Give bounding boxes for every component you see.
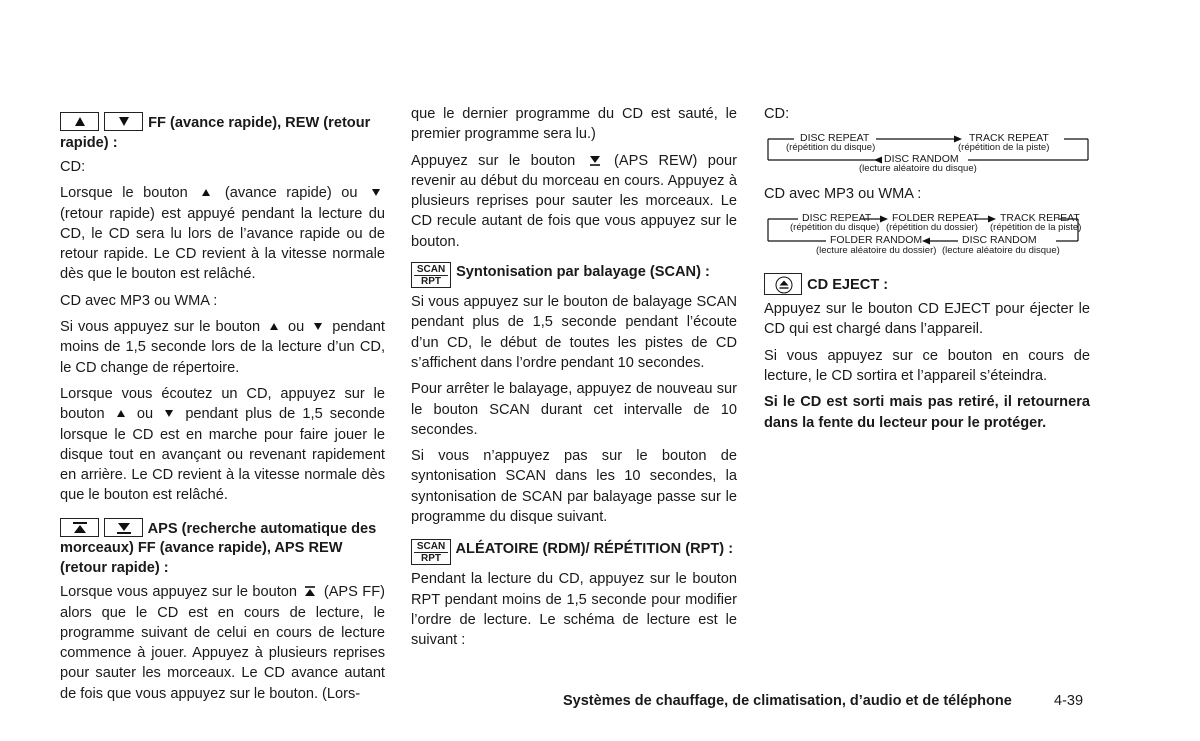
cd-label: CD:	[764, 106, 790, 122]
down-arrow-key-icon	[104, 112, 143, 131]
disc-repeat-label: DISC REPEAT	[802, 211, 872, 224]
footer-section-title: Systèmes de chauffage, de climatisation, d’audio et de téléphone	[563, 693, 1012, 709]
down-arrow-icon	[312, 320, 324, 332]
rdm-rpt-paragraph: Pendant la lecture du CD, appuyez sur le bouton RPT pendant moins de 1,5 seconde pour modifier l’ordre de lecture. Le schéma de lecture est le suivant :	[411, 571, 737, 649]
scan-rpt-key-icon: SCAN RPT	[411, 262, 451, 288]
track-repeat-label: TRACK REPEAT	[969, 132, 1049, 145]
eject-key-icon	[764, 273, 802, 295]
ff-rew-heading: FF (avance rapide), REW (retour rapide) :	[60, 112, 385, 153]
folder-repeat-label: FOLDER REPEAT	[892, 211, 979, 224]
up-arrow-icon	[268, 320, 280, 332]
disc-random-sub: (lecture aléatoire du disque)	[942, 244, 1060, 256]
mp3-paragraph: Si vous appuyez sur le bouton ou pendant moins de 1,5 seconde lors de la lecture d’un CD, le CD change de répertoire.	[60, 319, 385, 376]
page-number: 4-39	[1054, 693, 1084, 709]
up-arrow-icon	[115, 407, 127, 419]
column-left	[60, 112, 385, 710]
column-right	[764, 104, 1090, 439]
mp3-label: CD avec MP3 ou WMA :	[60, 292, 218, 309]
folder-repeat-sub: (répétition du dossier)	[886, 221, 978, 233]
aps-ff-icon	[304, 585, 316, 597]
disc-random-sub: (lecture aléatoire du disque)	[859, 163, 977, 175]
disc-repeat-sub: (répétition du disque)	[790, 221, 880, 233]
eject-paragraph-2: Si vous appuyez sur ce bouton en cours de lecture, le CD sortira et l’appareil s’éteindra.	[764, 347, 1090, 384]
rdm-rpt-heading: SCAN RPT ALÉATOIRE (RDM)/ RÉPÉTITION (RPT) :	[411, 539, 737, 565]
aps-rew-icon	[589, 154, 601, 166]
eject-warning: Si le CD est sorti mais pas retiré, il retournera dans la fente du lecteur pour le protéger.	[764, 394, 1090, 431]
column-middle	[411, 104, 737, 657]
continued-paragraph: que le dernier programme du CD est sauté, le premier programme sera lu.)	[411, 106, 737, 143]
track-repeat-label: TRACK REPEAT	[1000, 211, 1080, 224]
aps-rew-paragraph: Appuyez sur le bouton (APS REW) pour revenir au début du morceau en cours. Appuyez à plusieurs reprises pour sauter les morceaux. Le CD recule autant de fois que vous appuyez sur le bouton.	[411, 152, 737, 250]
aps-heading: APS (recherche automatique des morceaux) FF (avance rapide), APS REW (retour rapide) :	[60, 518, 385, 579]
folder-random-sub: (lecture aléatoire du dossier)	[816, 244, 937, 256]
aps-paragraph: Lorsque vous appuyez sur le bouton (APS FF) alors que le CD est en cours de lecture, le programme suivant de celui en cours de lecture commence à jouer. Appuyez à plusieurs reprises pour sauter les morceaux. Le CD avance autant de fois que vous appuyez sur le bouton. (Lors-	[60, 584, 385, 702]
track-repeat-sub: (répétition de la piste)	[990, 221, 1082, 233]
eject-paragraph-1: Appuyez sur le bouton CD EJECT pour éjecter le CD qui est chargé dans l’appareil.	[764, 301, 1090, 338]
down-arrow-icon	[163, 407, 175, 419]
cd-label: CD:	[60, 159, 86, 175]
disc-repeat-sub: (répétition du disque)	[786, 142, 876, 154]
track-repeat-sub: (répétition de la piste)	[958, 142, 1050, 154]
scan-heading: SCAN RPT Syntonisation par balayage (SCAN) :	[411, 262, 737, 288]
fast-play-paragraph: Lorsque vous écoutez un CD, appuyez sur le bouton ou pendant plus de 1,5 seconde lorsque le CD est en marche pour faire jouer le disque tout en avançant ou revenant rapidement en arrière. Le CD revient à la vitesse normale dès que le bouton est relâché.	[60, 385, 385, 504]
scan-paragraph-2: Pour arrêter le balayage, appuyez de nouveau sur le bouton SCAN durant cet intervalle de 10 secondes.	[411, 381, 737, 438]
disc-repeat-label: DISC REPEAT	[800, 132, 870, 145]
eject-heading: CD EJECT :	[764, 273, 1090, 296]
scan-rpt-key-icon: SCAN RPT	[411, 539, 451, 565]
mp3-label: CD avec MP3 ou WMA :	[764, 186, 922, 203]
folder-random-label: FOLDER RANDOM	[830, 233, 923, 246]
ff-rew-paragraph: Lorsque le bouton (avance rapide) ou (retour rapide) est appuyé pendant la lecture du CD, le CD sera lu lors de l’avance rapide ou de retour rapide. Le CD revient à la vitesse normale dès que le bouton est relâché.	[60, 185, 385, 283]
cd-play-mode-diagram	[764, 130, 1090, 174]
scan-paragraph-3: Si vous n’appuyez pas sur le bouton de syntonisation SCAN dans les 10 secondes, la syntonisation de SCAN par balayage passe sur le programme du disque suivant.	[411, 448, 737, 526]
up-arrow-icon	[200, 186, 212, 198]
disc-random-label: DISC RANDOM	[884, 153, 959, 166]
aps-ff-key-icon	[60, 518, 99, 537]
disc-random-label: DISC RANDOM	[962, 233, 1037, 246]
up-arrow-key-icon	[60, 112, 99, 131]
mp3-play-mode-diagram	[764, 211, 1090, 259]
scan-paragraph-1: Si vous appuyez sur le bouton de balayage SCAN pendant plus de 1,5 seconde pendant l’écoute d’un CD, le début de toutes les pistes de CD s’affichent dans l’ordre pendant 10 secondes.	[411, 294, 737, 371]
down-arrow-icon	[370, 186, 382, 198]
aps-rew-key-icon	[104, 518, 143, 537]
